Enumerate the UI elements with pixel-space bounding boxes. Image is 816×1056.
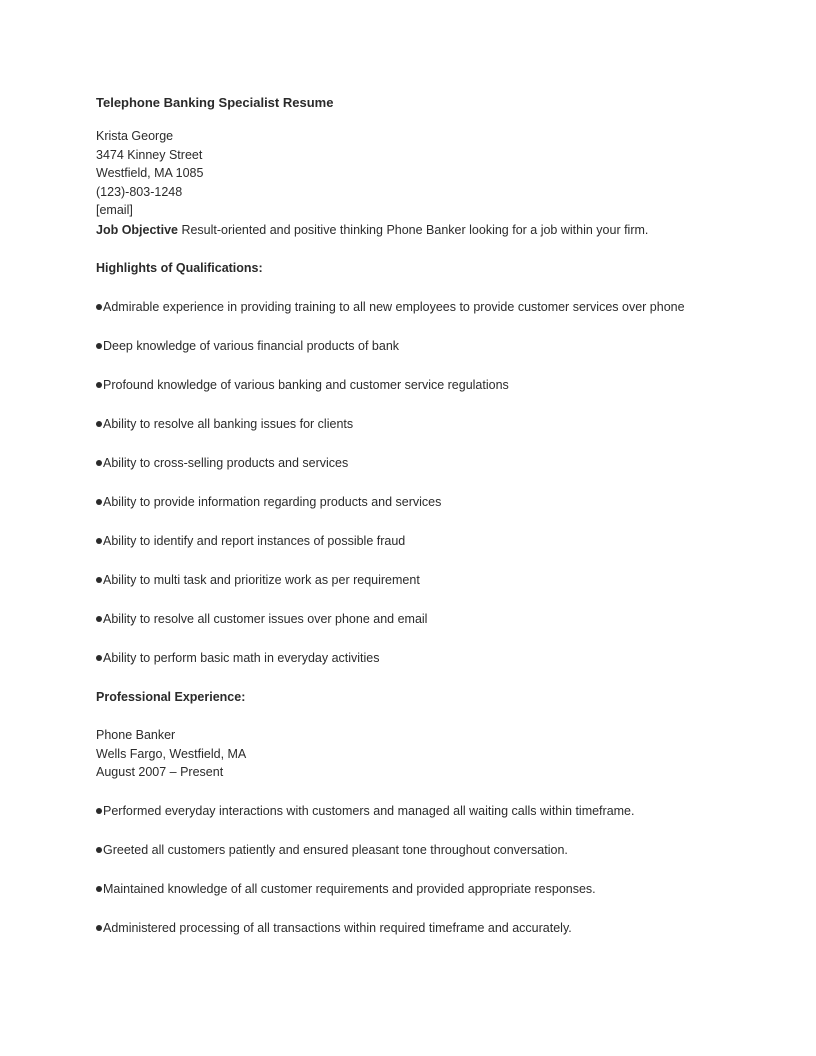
job-dates: August 2007 – Present bbox=[96, 765, 224, 779]
list-item-text: Administered processing of all transactions within required timeframe and accurately. bbox=[103, 920, 572, 935]
bullet-icon bbox=[96, 538, 102, 544]
list-item bbox=[96, 337, 716, 356]
bullet-icon bbox=[96, 460, 102, 466]
bullet-icon bbox=[96, 847, 102, 853]
list-item-text: Ability to multi task and prioritize work as per requirement bbox=[103, 572, 420, 587]
list-item bbox=[96, 919, 716, 938]
resume-content bbox=[96, 94, 716, 958]
contact-street: 3474 Kinney Street bbox=[96, 147, 203, 162]
contact-city: Westfield, MA 1085 bbox=[96, 166, 204, 180]
list-item-text: Admirable experience in providing training to all new employees to provide customer services over phone bbox=[103, 299, 685, 314]
contact-block bbox=[96, 127, 716, 220]
bullet-icon bbox=[96, 925, 102, 931]
list-item bbox=[96, 493, 716, 512]
contact-phone: (123)-803-1248 bbox=[96, 184, 183, 199]
list-item-text: Performed everyday interactions with customers and managed all waiting calls within timeframe. bbox=[103, 803, 635, 818]
list-item bbox=[96, 454, 716, 473]
list-item bbox=[96, 649, 716, 668]
list-item bbox=[96, 415, 716, 434]
bullet-icon bbox=[96, 421, 102, 427]
list-item-text: Ability to perform basic math in everyday activities bbox=[103, 650, 380, 665]
bullet-icon bbox=[96, 304, 102, 310]
list-item-text: Greeted all customers patiently and ensured pleasant tone throughout conversation. bbox=[103, 842, 568, 857]
list-item bbox=[96, 610, 716, 629]
objective-text: Result-oriented and positive thinking Phone Banker looking for a job within your firm. bbox=[177, 222, 649, 237]
document-title: Telephone Banking Specialist Resume bbox=[96, 95, 334, 110]
list-item-text: Ability to identify and report instances of possible fraud bbox=[103, 533, 406, 548]
list-item-text: Ability to cross-selling products and services bbox=[103, 455, 349, 470]
bullet-icon bbox=[96, 886, 102, 892]
bullet-icon bbox=[96, 577, 102, 583]
list-item bbox=[96, 880, 716, 899]
list-item-text: Ability to resolve all banking issues for clients bbox=[103, 416, 354, 431]
list-item bbox=[96, 298, 716, 317]
job-title: Phone Banker bbox=[96, 728, 176, 742]
bullet-icon bbox=[96, 655, 102, 661]
list-item bbox=[96, 376, 716, 395]
job-details bbox=[96, 726, 716, 782]
bullet-icon bbox=[96, 499, 102, 505]
experience-heading: Professional Experience: bbox=[96, 689, 246, 704]
list-item-text: Ability to resolve all customer issues over phone and email bbox=[103, 611, 428, 626]
list-item-text: Profound knowledge of various banking and customer service regulations bbox=[103, 377, 509, 392]
list-item bbox=[96, 532, 716, 551]
contact-email: [email] bbox=[96, 203, 133, 217]
experience-list bbox=[96, 802, 716, 938]
contact-name: Krista George bbox=[96, 129, 174, 143]
list-item bbox=[96, 802, 716, 821]
job-objective bbox=[96, 221, 716, 240]
bullet-icon bbox=[96, 808, 102, 814]
list-item bbox=[96, 841, 716, 860]
job-company: Wells Fargo, Westfield, MA bbox=[96, 746, 247, 761]
bullet-icon bbox=[96, 382, 102, 388]
objective-label: Job Objective bbox=[96, 222, 178, 237]
bullet-icon bbox=[96, 343, 102, 349]
list-item bbox=[96, 571, 716, 590]
bullet-icon bbox=[96, 616, 102, 622]
list-item-text: Deep knowledge of various financial products of bank bbox=[103, 338, 400, 353]
list-item-text: Ability to provide information regarding products and services bbox=[103, 494, 442, 509]
list-item-text: Maintained knowledge of all customer requirements and provided appropriate responses. bbox=[103, 881, 596, 896]
qualifications-heading: Highlights of Qualifications: bbox=[96, 261, 263, 275]
qualifications-list bbox=[96, 298, 716, 668]
